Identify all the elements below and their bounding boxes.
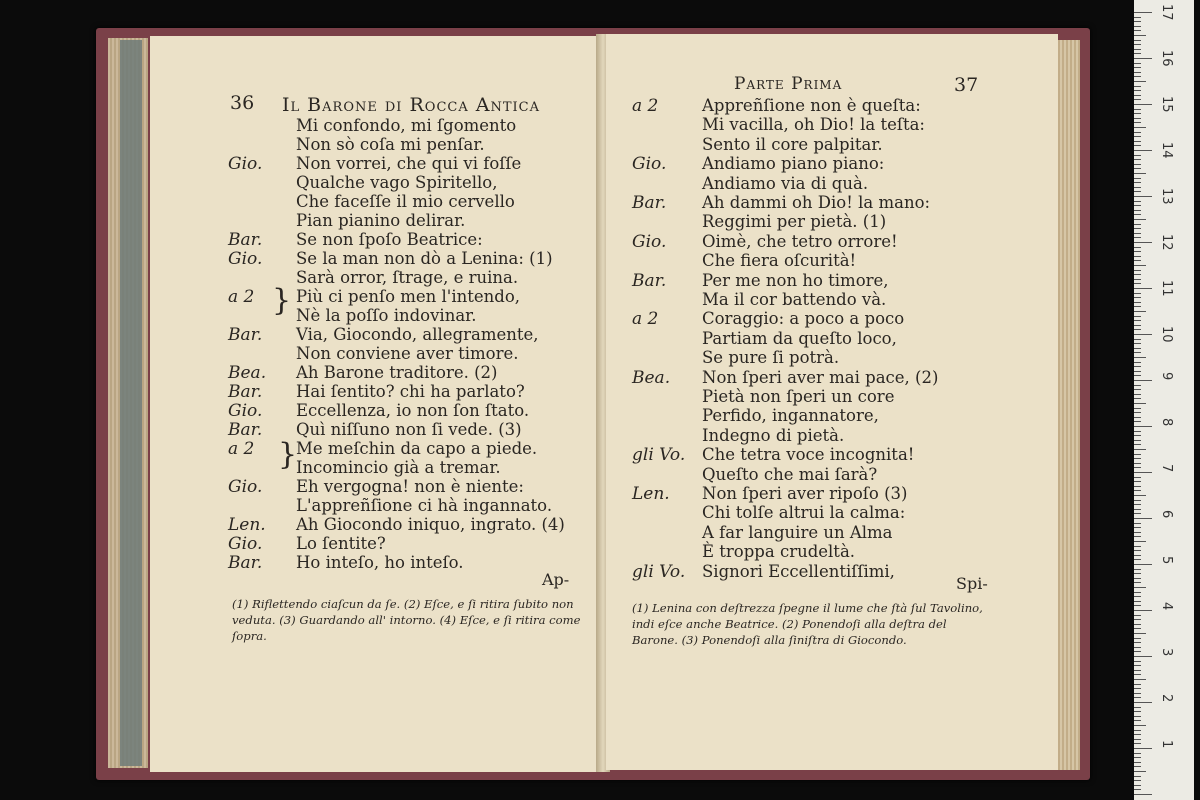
speaker-label: Len. (632, 484, 670, 504)
verse-line: Me meſchin da capo a piede. (296, 439, 538, 458)
ruler-label: 1 (1159, 740, 1174, 749)
ruler-tick (1134, 164, 1141, 165)
ruler-tick (1134, 716, 1141, 717)
verse-line: Queſto che mai ſarà? (702, 464, 878, 484)
ruler-tick (1134, 182, 1141, 183)
ruler-tick (1134, 412, 1141, 413)
ruler-tick (1134, 490, 1141, 491)
speaker-label: Bar. (228, 420, 263, 440)
speaker-label: Bar. (632, 270, 667, 291)
ruler-tick (1134, 495, 1146, 496)
ruler-tick (1134, 619, 1141, 620)
verse-line: Non vorrei, che qui vi foſſe (296, 154, 522, 173)
speaker-label: Gio. (228, 477, 263, 497)
ruler-tick (1134, 109, 1141, 110)
ruler-tick (1134, 472, 1152, 473)
ruler-tick (1134, 504, 1141, 505)
ruler-tick (1134, 573, 1141, 574)
ruler-tick (1134, 642, 1141, 643)
page-number: 36 (230, 92, 255, 114)
ruler-tick (1134, 486, 1141, 487)
ruler-tick (1134, 40, 1141, 41)
ruler-tick (1134, 601, 1141, 602)
ruler-tick (1134, 633, 1146, 634)
page-number: 37 (954, 74, 979, 96)
verse-line: Eccellenza, io non ſon ſtato. (296, 401, 530, 420)
ruler-tick (1134, 578, 1141, 579)
verse-line: Via, Giocondo, allegramente, (296, 325, 539, 344)
ruler-tick (1134, 53, 1141, 54)
verse-line: Mi vacilla, oh Dio! la teſta: (702, 115, 925, 135)
ruler-tick (1134, 665, 1141, 666)
ruler-tick (1134, 136, 1141, 137)
ruler-tick (1134, 702, 1152, 703)
ruler-tick (1134, 536, 1141, 537)
verse-line: Sarà orror, ſtrage, e ruina. (296, 268, 519, 287)
speaker-label: gli Vo. (632, 445, 686, 466)
measuring-ruler (1134, 0, 1194, 800)
speaker-label: a 2 (228, 439, 255, 459)
ruler-tick (1134, 440, 1141, 441)
ruler-tick (1134, 362, 1141, 363)
ruler-tick (1134, 477, 1141, 478)
ruler-tick (1134, 610, 1152, 611)
ruler-tick (1134, 532, 1141, 533)
ruler-tick (1134, 302, 1141, 303)
ruler-tick (1134, 785, 1141, 786)
ruler-label: 13 (1159, 188, 1174, 205)
ruler-tick (1134, 582, 1141, 583)
ruler-tick (1134, 500, 1141, 501)
ruler-tick (1134, 132, 1141, 133)
ruler-tick (1134, 237, 1141, 238)
verse-line: A far languire un Alma (702, 522, 893, 542)
verse-line: Ah Barone traditore. (2) (296, 363, 498, 382)
verse-line: Che fiera oſcurità! (702, 251, 857, 271)
ruler-tick (1134, 674, 1141, 675)
ruler-tick (1134, 587, 1146, 588)
verse-line: Pian pianino delirar. (296, 211, 466, 230)
running-head: Il Barone di Rocca Antica (282, 94, 540, 116)
speaker-label: a 2 (632, 96, 659, 116)
verse-line: Che faceſſe il mio cervello (296, 192, 515, 211)
ruler-tick (1134, 651, 1141, 652)
ruler-tick (1134, 403, 1146, 404)
ruler-tick (1134, 35, 1146, 36)
verse-line: Per me non ho timore, (702, 270, 889, 290)
ruler-label: 10 (1159, 326, 1174, 343)
ruler-tick (1134, 325, 1141, 326)
right-page (606, 34, 1058, 770)
verse-line: Ah Giocondo iniquo, ingrato. (4) (296, 515, 565, 534)
ruler-label: 17 (1159, 4, 1174, 21)
ruler-tick (1134, 592, 1141, 593)
ruler-tick (1134, 720, 1141, 721)
ruler-tick (1134, 214, 1141, 215)
ruler-tick (1134, 339, 1141, 340)
ruler-tick (1134, 357, 1146, 358)
ruler-tick (1134, 408, 1141, 409)
verse-line: Oimè, che tetro orrore! (702, 231, 898, 251)
ruler-tick (1134, 72, 1141, 73)
verse-line: Andiamo via di quà. (702, 173, 869, 193)
ruler-tick (1134, 90, 1141, 91)
ruler-tick (1134, 251, 1141, 252)
ruler-tick (1134, 762, 1141, 763)
verse-line: Non sò coſa mi penſar. (296, 135, 485, 154)
verse-line: Mi confondo, mi ſgomento (296, 116, 517, 135)
verse-line: Sento il core palpitar. (702, 134, 883, 154)
ruler-tick (1134, 191, 1141, 192)
ruler-tick (1134, 316, 1141, 317)
ruler-tick (1134, 113, 1141, 114)
ruler-tick (1134, 596, 1141, 597)
speaker-label: Bar. (228, 325, 263, 345)
ruler-tick (1134, 26, 1141, 27)
ruler-tick (1134, 145, 1141, 146)
ruler-tick (1134, 63, 1141, 64)
verse-line: Se la man non dò a Lenina: (1) (296, 249, 553, 268)
ruler-tick (1134, 348, 1141, 349)
verse-line: Più ci penſo men l'intendo, (296, 287, 521, 306)
ruler-tick (1134, 297, 1141, 298)
ruler-tick (1134, 201, 1141, 202)
ruler-tick (1134, 178, 1141, 179)
ruler-tick (1134, 173, 1146, 174)
speaker-label: Len. (228, 515, 266, 535)
brace-mark: } (272, 283, 292, 318)
ruler-tick (1134, 99, 1141, 100)
ruler-tick (1134, 569, 1141, 570)
catchword: Ap- (542, 570, 570, 589)
speaker-label: gli Vo. (632, 561, 686, 582)
ruler-tick (1134, 748, 1152, 749)
speaker-label: Gio. (228, 249, 263, 269)
ruler-tick (1134, 730, 1141, 731)
ruler-tick (1134, 624, 1141, 625)
verse-line: Coraggio: a poco a poco (702, 309, 905, 329)
ruler-tick (1134, 541, 1146, 542)
ruler-tick (1134, 458, 1141, 459)
ruler-tick (1134, 352, 1141, 353)
catchword: Spi- (956, 574, 988, 593)
footnote: (1) Lenina con deſtrezza ſpegne il lume che ſtà ſul Tavolino, indi eſce anche Beatrice. (2) Ponendoſi alla deſtra del Barone. (3) Ponendoſi alla ſiniſtra di Giocondo. (632, 601, 983, 647)
ruler-tick (1134, 274, 1141, 275)
speaker-label: Gio. (632, 154, 667, 175)
ruler-tick (1134, 697, 1141, 698)
ruler-tick (1134, 150, 1152, 151)
ruler-tick (1134, 95, 1141, 96)
ruler-tick (1134, 605, 1141, 606)
ruler-tick (1134, 509, 1141, 510)
ruler-tick (1134, 467, 1141, 468)
ruler-tick (1134, 288, 1152, 289)
ruler-tick (1134, 67, 1141, 68)
ruler-tick (1134, 49, 1141, 50)
ruler-tick (1134, 707, 1141, 708)
verse-line: L'appreñſione ci hà ingannato. (296, 496, 553, 515)
ruler-tick (1134, 12, 1152, 13)
ruler-tick (1134, 771, 1146, 772)
ruler-tick (1134, 242, 1152, 243)
ruler-label: 11 (1159, 280, 1174, 297)
ruler-label: 5 (1159, 556, 1174, 565)
ruler-tick (1134, 523, 1141, 524)
ruler-tick (1134, 233, 1141, 234)
ruler-tick (1134, 375, 1141, 376)
verse-line: Chi tolſe altrui la calma: (702, 503, 906, 523)
ruler-label: 2 (1159, 694, 1174, 703)
ruler-tick (1134, 757, 1141, 758)
verse-line: Qualche vago Spiritello, (296, 173, 498, 192)
verse-line: Se non ſpoſo Beatrice: (296, 230, 483, 249)
ruler-tick (1134, 306, 1141, 307)
ruler-label: 14 (1159, 142, 1174, 159)
ruler-tick (1134, 615, 1141, 616)
ruler-label: 4 (1159, 602, 1174, 611)
verse-line: Signori Eccellentiſſimi, (702, 561, 895, 581)
ruler-tick (1134, 564, 1152, 565)
ruler-tick (1134, 159, 1141, 160)
running-head: Parte Prima (734, 74, 843, 94)
ruler-tick (1134, 789, 1141, 790)
verse-line: Non ſperi aver mai pace, (2) (702, 367, 939, 387)
ruler-tick (1134, 247, 1141, 248)
verse-line: Che tetra voce incognita! (702, 445, 915, 465)
ruler-tick (1134, 656, 1152, 657)
ruler-tick (1134, 320, 1141, 321)
verse-line: Hai ſentito? chi ha parlato? (296, 382, 525, 401)
ruler-tick (1134, 711, 1141, 712)
ruler-tick (1134, 766, 1141, 767)
verse-line: Eh vergogna! non è niente: (296, 477, 524, 496)
ruler-tick (1134, 385, 1141, 386)
ruler-tick (1134, 780, 1141, 781)
ruler-tick (1134, 513, 1141, 514)
ruler-tick (1134, 44, 1141, 45)
ruler-tick (1134, 684, 1141, 685)
ruler-tick (1134, 661, 1141, 662)
ruler-tick (1134, 86, 1141, 87)
ruler-tick (1134, 454, 1141, 455)
footnote: (1) Riflettendo ciaſcun da ſe. (2) Eſce, e ſi ritira ſubito non veduta. (3) Guardando all' intorno. (4) Eſce, e ſi ritira come ſopra. (232, 597, 581, 643)
ruler-tick (1134, 794, 1152, 795)
ruler-tick (1134, 187, 1141, 188)
ruler-tick (1134, 256, 1141, 257)
ruler-tick (1134, 210, 1141, 211)
ruler-tick (1134, 311, 1146, 312)
ruler-label: 3 (1159, 648, 1174, 657)
ruler-tick (1134, 366, 1141, 367)
ruler-tick (1134, 753, 1141, 754)
ruler-tick (1134, 550, 1141, 551)
ruler-tick (1134, 394, 1141, 395)
speaker-label: Bar. (228, 553, 263, 573)
ruler-tick (1134, 647, 1141, 648)
ruler-tick (1134, 417, 1141, 418)
speaker-label: Bar. (228, 230, 263, 250)
ruler-tick (1134, 426, 1152, 427)
ruler-tick (1134, 343, 1141, 344)
verse-line: Non conviene aver timore. (296, 344, 519, 363)
ruler-tick (1134, 17, 1141, 18)
ruler-tick (1134, 141, 1141, 142)
ruler-tick (1134, 739, 1141, 740)
ruler-tick (1134, 219, 1146, 220)
verse-line: Nè la poſſo indovinar. (296, 306, 477, 325)
verse-line: Quì niſſuno non ſi vede. (3) (296, 420, 522, 439)
verse-line: Reggimi per pietà. (1) (702, 212, 887, 232)
ruler-tick (1134, 389, 1141, 390)
ruler-tick (1134, 518, 1152, 519)
ruler-tick (1134, 743, 1141, 744)
ruler-tick (1134, 527, 1141, 528)
ruler-tick (1134, 205, 1141, 206)
ruler-tick (1134, 398, 1141, 399)
speaker-label: Gio. (228, 534, 263, 554)
ruler-tick (1134, 279, 1141, 280)
speaker-label: Gio. (632, 231, 667, 252)
ruler-label: 8 (1159, 418, 1174, 427)
ruler-label: 15 (1159, 96, 1174, 113)
ruler-tick (1134, 329, 1141, 330)
page-edges-right (1056, 40, 1080, 770)
ruler-tick (1134, 546, 1141, 547)
ruler-tick (1134, 293, 1141, 294)
speaker-label: a 2 (632, 309, 659, 330)
left-page (150, 36, 598, 772)
brace-mark: } (278, 437, 298, 472)
speaker-label: Gio. (228, 154, 263, 174)
verse-line: Appreñſione non è queſta: (702, 96, 921, 115)
ruler-tick (1134, 380, 1152, 381)
speaker-label: a 2 (228, 287, 255, 307)
speaker-label: Bar. (228, 382, 263, 402)
verse-line: Pietà non ſperi un core (702, 387, 895, 406)
ruler-tick (1134, 118, 1141, 119)
ruler-tick (1134, 334, 1152, 335)
ruler-tick (1134, 555, 1141, 556)
ruler-tick (1134, 224, 1141, 225)
endpaper-strip (120, 40, 142, 766)
ruler-tick (1134, 559, 1141, 560)
speaker-label: Gio. (228, 401, 263, 421)
ruler-label: 16 (1159, 50, 1174, 67)
ruler-tick (1134, 283, 1141, 284)
ruler-tick (1134, 688, 1141, 689)
ruler-tick (1134, 371, 1141, 372)
ruler-tick (1134, 734, 1141, 735)
ruler-tick (1134, 168, 1141, 169)
ruler-tick (1134, 463, 1141, 464)
ruler-tick (1134, 228, 1141, 229)
ruler-tick (1134, 260, 1141, 261)
ruler-tick (1134, 270, 1141, 271)
verse-line: Se pure ſi potrà. (702, 348, 840, 368)
ruler-tick (1134, 679, 1146, 680)
verse-line: Incomincio già a tremar. (296, 458, 501, 477)
ruler-tick (1134, 265, 1146, 266)
ruler-label: 6 (1159, 510, 1174, 519)
ruler-tick (1134, 670, 1141, 671)
ruler-tick (1134, 122, 1141, 123)
ruler-tick (1134, 431, 1141, 432)
ruler-tick (1134, 693, 1141, 694)
speaker-label: Bar. (632, 193, 667, 213)
ruler-tick (1134, 638, 1141, 639)
ruler-tick (1134, 435, 1141, 436)
speaker-label: Bea. (228, 363, 267, 383)
verse-line: Non ſperi aver ripoſo (3) (702, 484, 908, 503)
verse-line: È troppa crudeltà. (702, 542, 856, 562)
verse-line: Ah dammi oh Dio! la mano: (702, 193, 931, 212)
ruler-tick (1134, 104, 1152, 105)
verse-line: Partiam da queſto loco, (702, 328, 897, 348)
ruler-tick (1134, 21, 1141, 22)
ruler-tick (1134, 30, 1141, 31)
ruler-tick (1134, 58, 1152, 59)
verse-line: Indegno di pietà. (702, 425, 845, 445)
ruler-label: 12 (1159, 234, 1174, 251)
speaker-label: Bea. (632, 367, 671, 388)
verse-line: Perfido, ingannatore, (702, 406, 879, 426)
verse-line: Lo ſentite? (296, 534, 386, 553)
ruler-tick (1134, 421, 1141, 422)
ruler-tick (1134, 76, 1141, 77)
ruler-tick (1134, 81, 1146, 82)
ruler-label: 7 (1159, 464, 1174, 473)
ruler-tick (1134, 444, 1141, 445)
ruler-label: 9 (1159, 372, 1174, 381)
ruler-tick (1134, 196, 1152, 197)
verse-line: Andiamo piano piano: (702, 154, 885, 174)
ruler-tick (1134, 481, 1141, 482)
ruler-tick (1134, 155, 1141, 156)
ruler-tick (1134, 449, 1146, 450)
ruler-tick (1134, 127, 1146, 128)
ruler-tick (1134, 725, 1146, 726)
ruler-tick (1134, 628, 1141, 629)
verse-line: Ho inteſo, ho inteſo. (296, 553, 464, 572)
verse-line: Ma il cor battendo và. (702, 290, 887, 309)
ruler-tick (1134, 776, 1141, 777)
